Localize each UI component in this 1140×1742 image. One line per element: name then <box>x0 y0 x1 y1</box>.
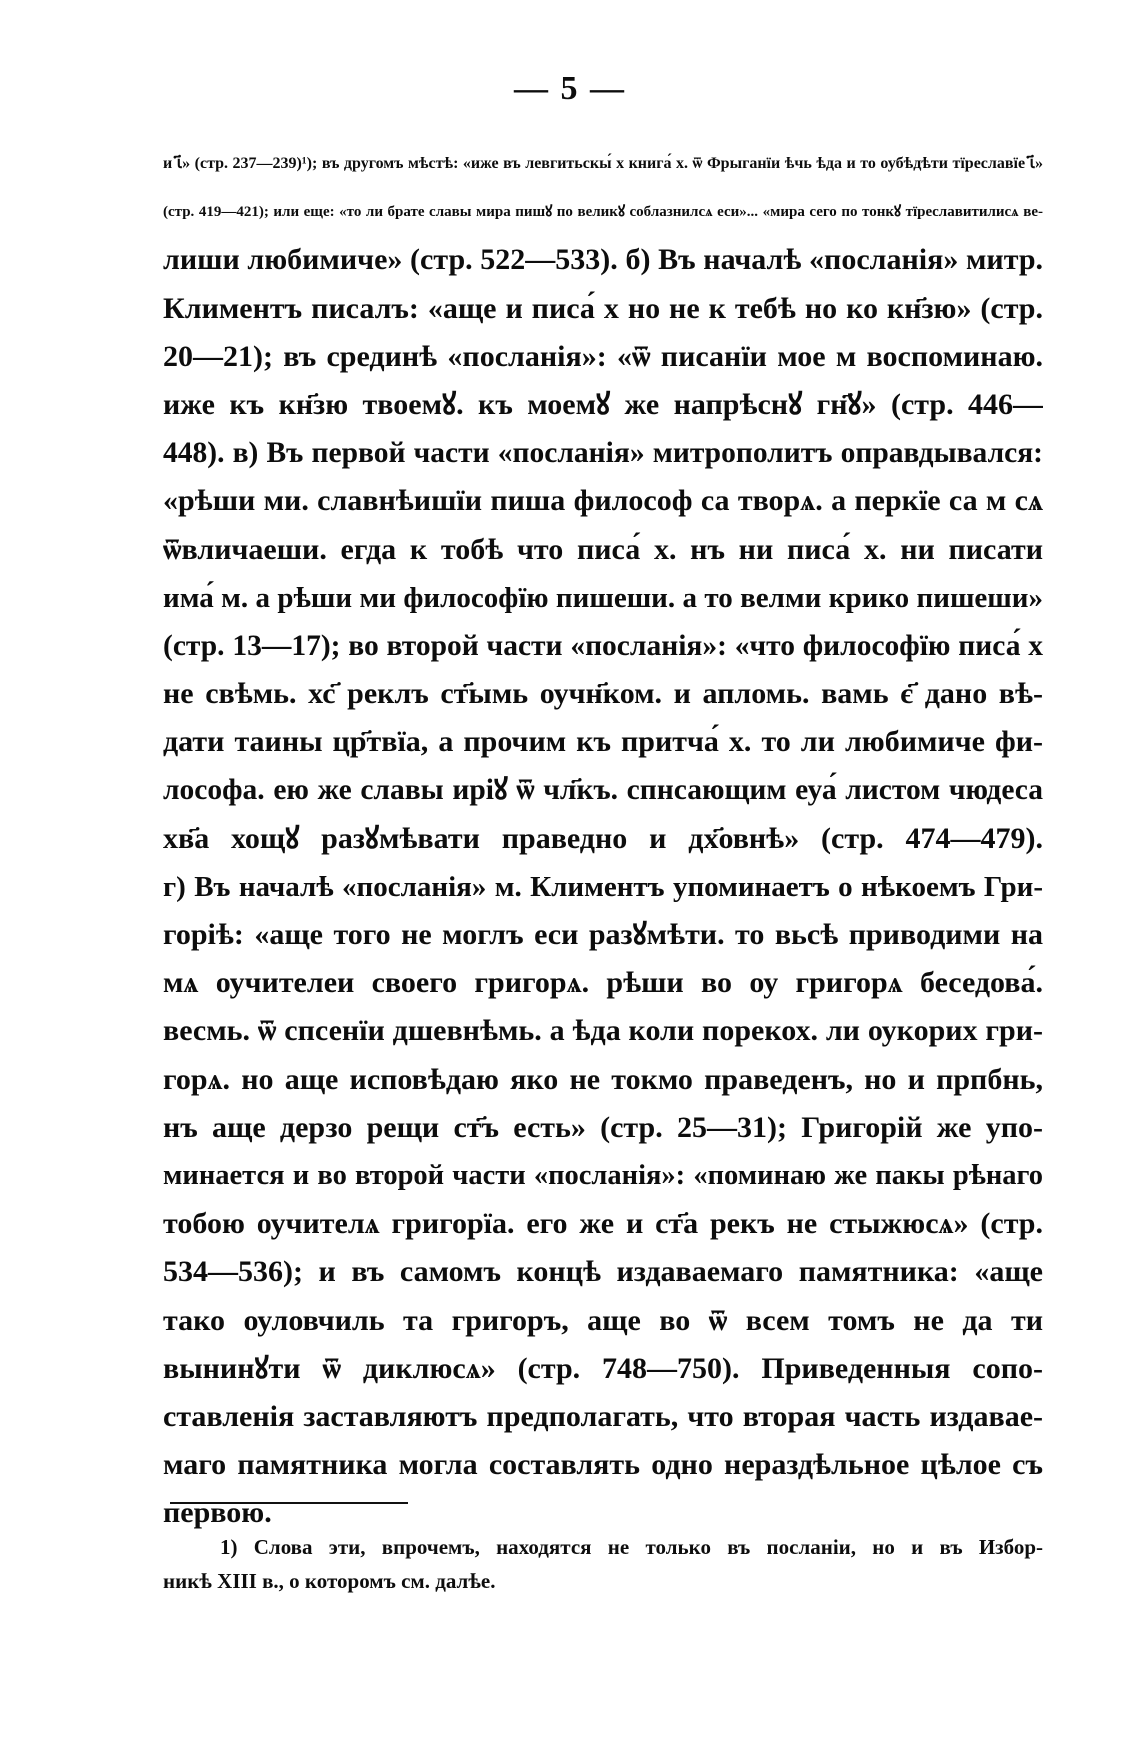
text-line: не свѣмь. хс҃ реклъ ст҃ымь оучн҃ком. и апломь. вамь є҃ дано вѣ- <box>163 677 1043 711</box>
text-line: 20—21); въ срединѣ «посланія»: «ѿ писанїи мое м воспоминаю. <box>163 339 1043 373</box>
page-number: — 5 — <box>514 70 626 107</box>
text-line: ѿвличаеши. егда к тобѣ что писа́ х. нъ ни писа́ х. ни писати <box>163 532 1043 566</box>
text-line: горіѣ: «аще того не моглъ еси разꙋмѣти. то вьсѣ приводими на <box>163 918 1043 951</box>
text-line: мѧ оучителеи своего григорѧ. рѣши во оу григорѧ беседова́. <box>163 966 1043 1000</box>
footnote-line: никѣ XIII в., о которомъ см. далѣе. <box>163 1569 496 1593</box>
main-text <box>163 140 1043 1537</box>
footnote <box>163 1530 1043 1598</box>
text-line: хв҃а хощꙋ разꙋмѣвати праведно и дх҃овнѣ» (стр. 474—479). <box>163 821 1043 855</box>
text-line: нъ аще дерзо рещи ст҃ъ есть» (стр. 25—31); Григорій же упо- <box>163 1110 1043 1144</box>
text-line: лософа. ею же славы иріꙋ ѿ чл҃къ. спнсающим еуа́ листом чюдеса <box>163 774 1043 807</box>
text-line: ставленія заставляютъ предполагать, что вторая часть издавае- <box>163 1399 1043 1433</box>
text-line: Климентъ писалъ: «аще и писа́ х но не к тебѣ но ко кн҃зю» (стр. <box>163 291 1043 325</box>
text-line: весмь. ѿ спсенїи дшевнѣмь. а ѣда коли порекох. ли оукорих гри- <box>163 1014 1043 1048</box>
footnote-separator <box>170 1502 408 1504</box>
text-line: иже къ кн҃зю твоемꙋ. къ моемꙋ же напрѣснꙋ гн҃ꙋ» (стр. 446— <box>163 387 1043 421</box>
text-line: тако оуловчиль та григоръ, аще во ѿ всем томъ не да ти <box>163 1303 1043 1337</box>
text-line: (стр. 419—421); или еще: «то ли брате славы мира пишꙋ по великꙋ соблазнилсѧ еси»... «мира сего по тонкꙋ тїрeславитилисѧ ве- <box>163 204 1043 221</box>
text-line: лиши любимиче» (стр. 522—533). б) Въ началѣ «посланія» митр. <box>163 243 1043 277</box>
text-line: минается и во второй части «посланія»: «поминаю же пакы рѣнаго <box>163 1159 1043 1191</box>
text-line: има́ м. а рѣши ми философїю пишеши. а то велми крико пишеши» <box>163 581 1043 614</box>
text-line: маго памятника могла составлять одно нераздѣльное цѣлое съ <box>163 1448 1043 1482</box>
text-line: и ꙇ҃» (стр. 237—239)¹); въ другомъ мѣстѣ: «иже въ левгитьскы́ х книга́ х. ѿ Фрыганїи ѣчь ѣда и то оубѣдѣти тїрeславїе ꙇ҃» <box>163 155 1043 172</box>
text-line: дати таины цр҃твїа, а прочим къ притча́ х. то ли любимиче фи- <box>163 725 1043 759</box>
text-line: 448). в) Въ первой части «посланія» митрополитъ оправдывался: <box>163 437 1043 470</box>
text-line: г) Въ началѣ «посланія» м. Климентъ упоминаетъ о нѣкоемъ Гри- <box>163 870 1043 903</box>
footnote-line: 1) Слова эти, впрочемъ, находятся не только въ посланіи, но и въ Избор- <box>220 1535 1043 1559</box>
text-line: «рѣши ми. славнѣишїи пиша философ са творѧ. а перкїе са м сѧ <box>163 484 1043 518</box>
text-line: горѧ. но аще исповѣдаю яко не токмо праведенъ, но и прпбнь, <box>163 1062 1043 1096</box>
text-line: вынинꙋти ѿ диклюсѧ» (стр. 748—750). Приведенныя сопо- <box>163 1351 1043 1385</box>
text-line: первою. <box>163 1496 272 1530</box>
text-line: (стр. 13—17); во второй части «посланія»: «что философїю писа́ х <box>163 629 1043 662</box>
text-line: тобою оучителѧ григорїа. его же и ст҃а рекъ не стыжюсѧ» (стр. <box>163 1207 1043 1241</box>
text-line: 534—536); и въ самомъ концѣ издаваемаго памятника: «аще <box>163 1255 1043 1289</box>
